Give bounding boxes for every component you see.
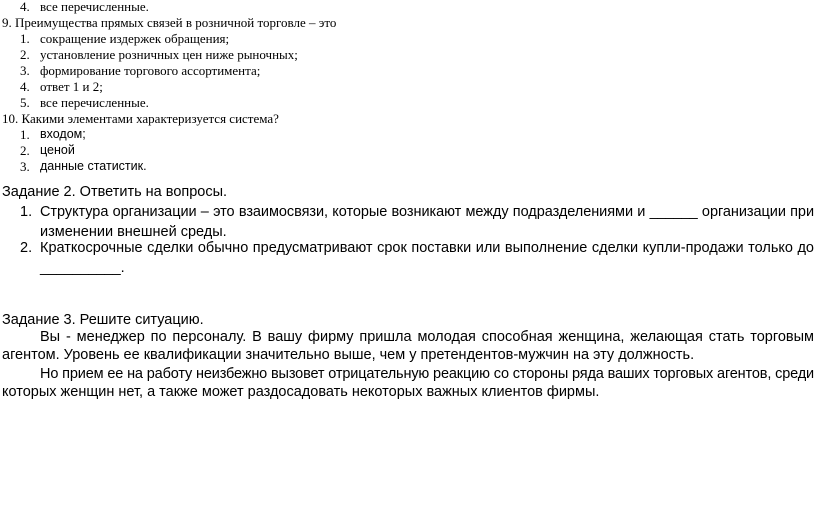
q9-option-text: ответ 1 и 2; <box>40 79 103 94</box>
q10-option-number: 3. <box>20 159 30 174</box>
task-3-title: Задание 3. Решите ситуацию. <box>2 312 204 328</box>
task-2-item-text <box>40 202 814 222</box>
task-3-paragraph-line <box>40 364 814 384</box>
q9-option-number: 4. <box>20 79 30 94</box>
task-2-item-number: 1. <box>20 204 33 220</box>
task-3-text: Вы - менеджер по персоналу. В вашу фирму пришла молодая способная женщина, желающая стать торговым <box>40 329 814 345</box>
question-10-title: 10. Какими элементами характеризуется система? <box>2 111 279 126</box>
q9-option-number: 1. <box>20 31 30 46</box>
task-3-text: Но прием ее на работу неизбежно вызовет отрицательную реакцию со стороны ряда ваших торговых агентов, среди <box>40 366 814 382</box>
q10-option-text: входом; <box>40 127 86 141</box>
task-2-item-number: 2. <box>20 240 33 256</box>
list-item-text: все перечисленные. <box>40 0 149 14</box>
q9-option-text: формирование торгового ассортимента; <box>40 63 261 78</box>
q9-option-text: установление розничных цен ниже рыночных; <box>40 47 298 62</box>
task-3-paragraph-line: агентом. Уровень ее квалификации значительно выше, чем у претендентов-мужчин на эту должность. <box>2 347 695 363</box>
q9-option-number: 5. <box>20 95 30 110</box>
q10-option-text: данные статистик. <box>40 159 147 173</box>
q9-option-number: 3. <box>20 63 30 78</box>
task-2-title: Задание 2. Ответить на вопросы. <box>2 184 228 200</box>
task-2-item-line: __________. <box>40 260 125 276</box>
task-3-paragraph-line: которых женщин нет, а также может раздосадовать некоторых важных клиентов фирмы. <box>2 384 600 400</box>
task-2-item-line: изменении внешней среды. <box>40 224 227 240</box>
q10-option-number: 1. <box>20 127 30 142</box>
task-2-item-text <box>40 238 814 258</box>
task-3-paragraph-line <box>40 327 814 347</box>
question-9-title: 9. Преимущества прямых связей в розничной торговле – это <box>2 15 337 30</box>
list-item-number: 4. <box>20 0 30 14</box>
q9-option-text: все перечисленные. <box>40 95 149 110</box>
q9-option-number: 2. <box>20 47 30 62</box>
q10-option-number: 2. <box>20 143 30 158</box>
q10-option-text: ценой <box>40 143 75 157</box>
task-2-item-line: Краткосрочные сделки обычно предусматривают срок поставки или выполнение сделки купли-продажи только до <box>40 240 814 256</box>
q9-option-text: сокращение издержек обращения; <box>40 31 230 46</box>
task-2-item-line: Структура организации – это взаимосвязи, которые возникают между подразделениями и ______ организации при <box>40 204 814 220</box>
